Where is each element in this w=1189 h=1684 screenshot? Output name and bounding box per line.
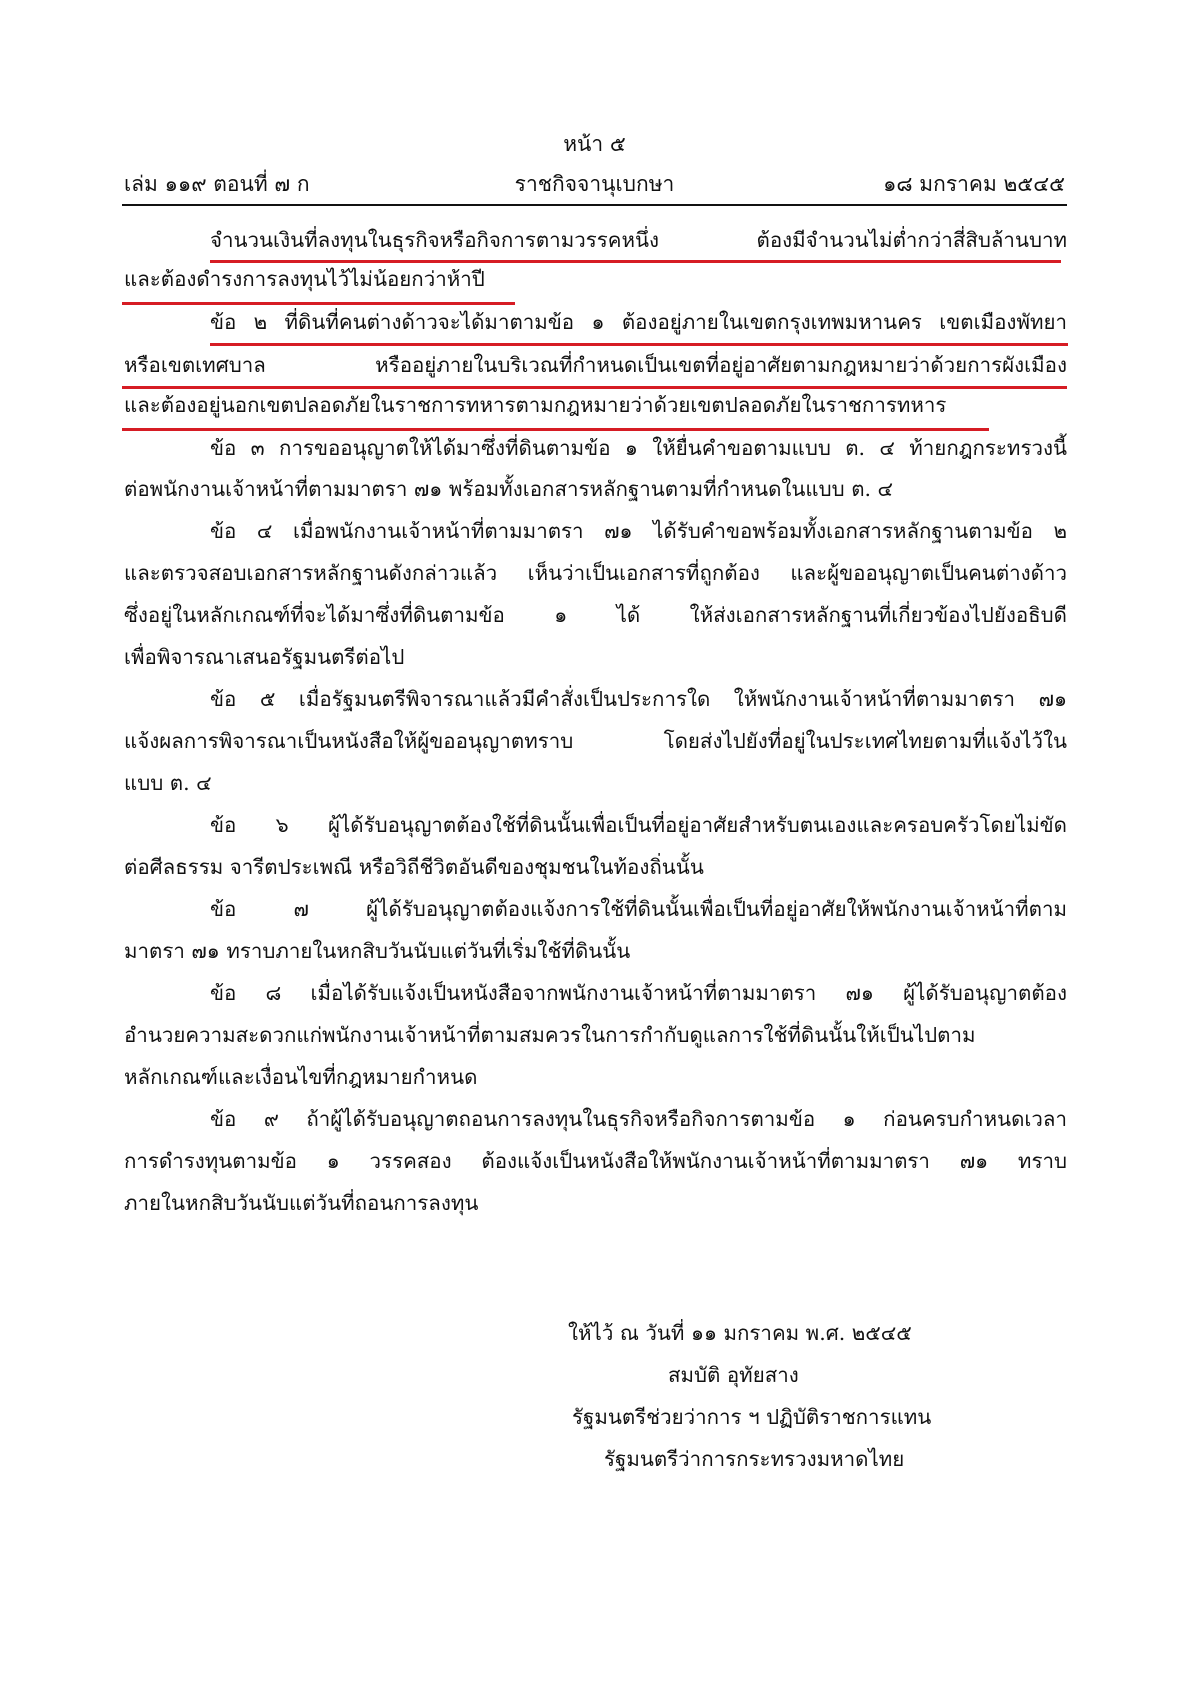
signatory-title: รัฐมนตรีว่าการกระทรวงมหาดไทย — [604, 1447, 905, 1471]
page-number: หน้า ๕ — [563, 132, 626, 156]
text-line: จำนวนเงินที่ลงทุนในธุรกิจหรือกิจการตามวรรคหนึ่ง ต้องมีจำนวนไม่ต่ำกว่าสี่สิบล้านบาท — [210, 228, 1067, 252]
signatory-title: รัฐมนตรีช่วยว่าการ ฯ ปฏิบัติราชการแทน — [572, 1405, 932, 1429]
text-line: ข้อ ๒ ที่ดินที่คนต่างด้าวจะได้มาตามข้อ ๑ ต้องอยู่ภายในเขตกรุงเทพมหานคร เขตเมืองพัทยา — [210, 310, 1067, 334]
text-line: เพื่อพิจารณาเสนอรัฐมนตรีต่อไป — [124, 645, 405, 669]
text-line: ภายในหกสิบวันนับแต่วันที่ถอนการลงทุน — [124, 1191, 479, 1215]
text-line: ต่อพนักงานเจ้าหน้าที่ตามมาตรา ๗๑ พร้อมทั้งเอกสารหลักฐานตามที่กำหนดในแบบ ต. ๔ — [124, 477, 894, 501]
highlight-underline — [210, 260, 1061, 263]
text-line: ข้อ ๖ ผู้ได้รับอนุญาตต้องใช้ที่ดินนั้นเพื่อเป็นที่อยู่อาศัยสำหรับตนเองและครอบครัวโดยไม่ขัด — [210, 813, 1067, 837]
highlight-underline — [122, 428, 989, 431]
text-line: ข้อ ๙ ถ้าผู้ได้รับอนุญาตถอนการลงทุนในธุรกิจหรือกิจการตามข้อ ๑ ก่อนครบกำหนดเวลา — [210, 1107, 1067, 1131]
text-line: การดำรงทุนตามข้อ ๑ วรรคสอง ต้องแจ้งเป็นหนังสือให้พนักงานเจ้าหน้าที่ตามมาตรา ๗๑ ทราบ — [124, 1149, 1067, 1173]
text-line: หรือเขตเทศบาล หรืออยู่ภายในบริเวณที่กำหนดเป็นเขตที่อยู่อาศัยตามกฎหมายว่าด้วยการผังเมือง — [124, 353, 1067, 377]
text-line: ข้อ ๓ การขออนุญาตให้ได้มาซึ่งที่ดินตามข้อ ๑ ให้ยื่นคำขอตามแบบ ต. ๔ ท้ายกฎกระทรวงนี้ — [210, 436, 1067, 460]
text-line: ต่อศีลธรรม จารีตประเพณี หรือวิถีชีวิตอันดีของชุมชนในท้องถิ่นนั้น — [124, 855, 704, 879]
highlight-underline — [210, 343, 1068, 346]
text-line: และต้องอยู่นอกเขตปลอดภัยในราชการทหารตามกฎหมายว่าด้วยเขตปลอดภัยในราชการทหาร — [124, 393, 947, 417]
text-line: ข้อ ๘ เมื่อได้รับแจ้งเป็นหนังสือจากพนักงานเจ้าหน้าที่ตามมาตรา ๗๑ ผู้ได้รับอนุญาตต้อง — [210, 981, 1067, 1005]
signing-date: ให้ไว้ ณ วันที่ ๑๑ มกราคม พ.ศ. ๒๕๔๕ — [568, 1321, 912, 1345]
text-line: หลักเกณฑ์และเงื่อนไขที่กฎหมายกำหนด — [124, 1065, 478, 1089]
highlight-underline — [122, 386, 1067, 389]
text-line: ข้อ ๗ ผู้ได้รับอนุญาตต้องแจ้งการใช้ที่ดินนั้นเพื่อเป็นที่อยู่อาศัยให้พนักงานเจ้าหน้าที่ตาม — [210, 897, 1067, 921]
text-line: แบบ ต. ๔ — [124, 771, 212, 795]
text-line: อำนวยความสะดวกแก่พนักงานเจ้าหน้าที่ตามสมควรในการกำกับดูแลการใช้ที่ดินนั้นให้เป็นไปตาม — [124, 1023, 976, 1047]
text-line: และตรวจสอบเอกสารหลักฐานดังกล่าวแล้ว เห็นว่าเป็นเอกสารที่ถูกต้อง และผู้ขออนุญาตเป็นคนต่างด้าว — [124, 561, 1067, 585]
header-rule — [122, 204, 1067, 206]
text-line: มาตรา ๗๑ ทราบภายในหกสิบวันนับแต่วันที่เริ่มใช้ที่ดินนั้น — [124, 939, 631, 963]
text-line: ข้อ ๕ เมื่อรัฐมนตรีพิจารณาแล้วมีคำสั่งเป็นประการใด ให้พนักงานเจ้าหน้าที่ตามมาตรา ๗๑ — [210, 687, 1067, 711]
text-line: ข้อ ๔ เมื่อพนักงานเจ้าหน้าที่ตามมาตรา ๗๑ ได้รับคำขอพร้อมทั้งเอกสารหลักฐานตามข้อ ๒ — [210, 519, 1067, 543]
gazette-title: ราชกิจจานุเบกษา — [514, 172, 675, 196]
volume-issue: เล่ม ๑๑๙ ตอนที่ ๗ ก — [124, 172, 310, 196]
publication-date: ๑๘ มกราคม ๒๕๔๕ — [883, 172, 1065, 196]
highlight-underline — [122, 302, 515, 305]
text-line: แจ้งผลการพิจารณาเป็นหนังสือให้ผู้ขออนุญาตทราบ โดยส่งไปยังที่อยู่ในประเทศไทยตามที่แจ้งไว้ใน — [124, 729, 1067, 753]
text-line: และต้องดำรงการลงทุนไว้ไม่น้อยกว่าห้าปี — [124, 267, 485, 291]
text-line: ซึ่งอยู่ในหลักเกณฑ์ที่จะได้มาซึ่งที่ดินตามข้อ ๑ ได้ ให้ส่งเอกสารหลักฐานที่เกี่ยวข้องไปยังอธิบดี — [124, 603, 1067, 627]
signatory-name: สมบัติ อุทัยสาง — [668, 1363, 799, 1387]
